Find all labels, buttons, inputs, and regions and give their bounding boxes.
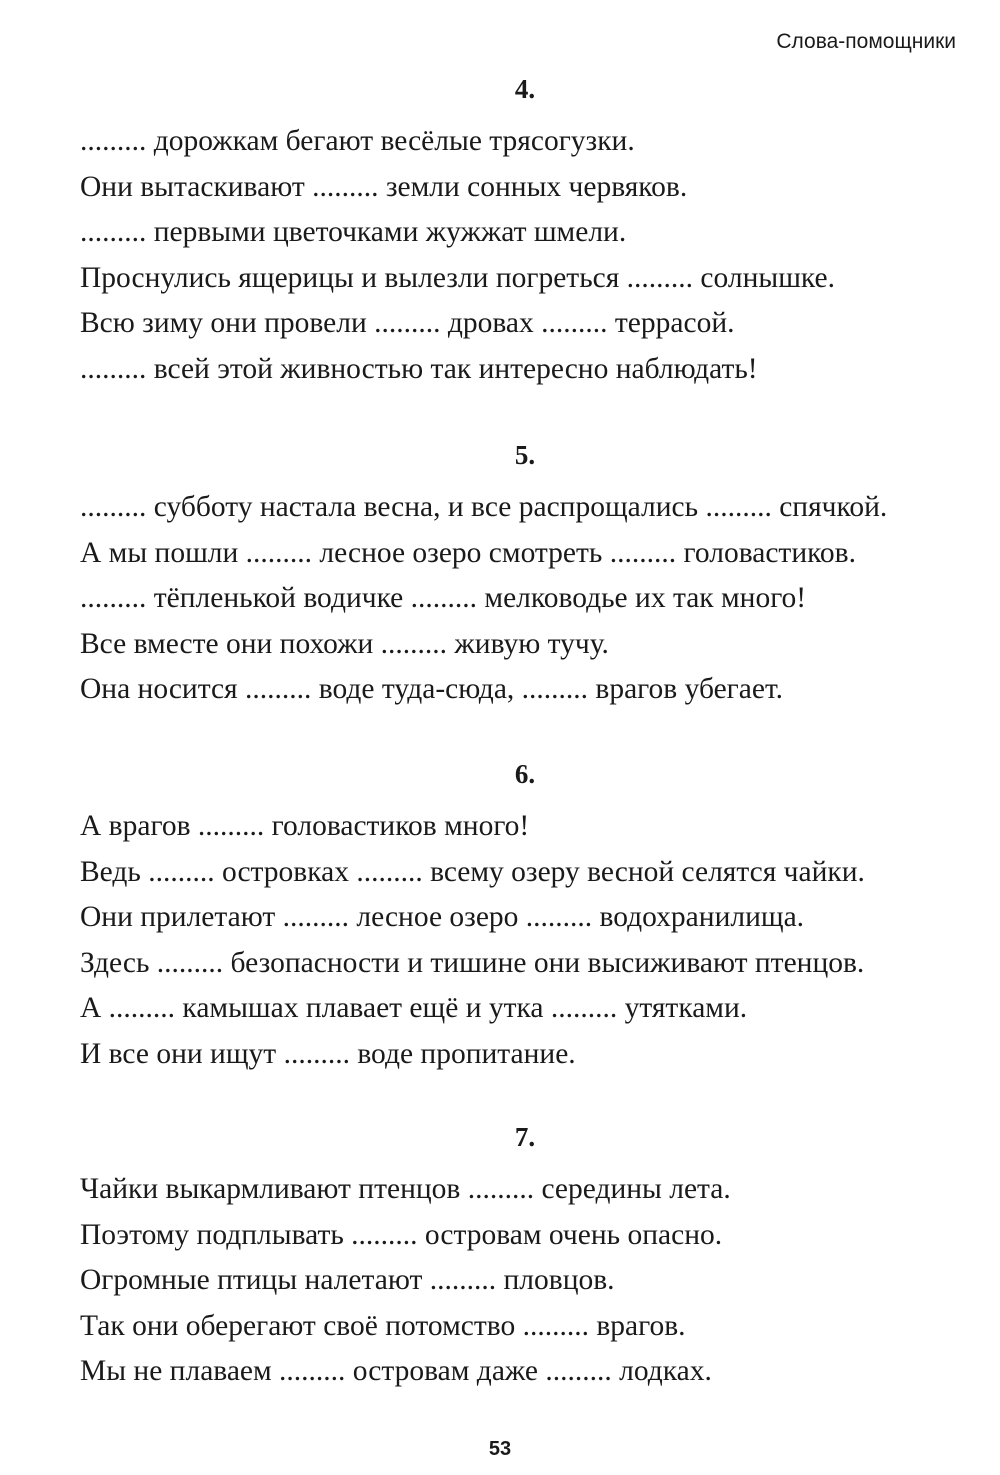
sentence-list (80, 1167, 970, 1395)
exercise-section-4 (80, 74, 970, 392)
sentence-line: Всю зиму они провели ......... дровах ......... террасой. (80, 307, 735, 339)
sentence-list (80, 804, 970, 1077)
section-number: 6. (514, 759, 536, 789)
running-head: Слова-помощники (776, 30, 956, 53)
sentence-line: ......... субботу настала весна, и все распрощались ......... спячкой. (80, 491, 888, 523)
sentence-list (80, 485, 970, 713)
sentence-line: ......... тёпленькой водичке ......... мелководье их так много! (80, 582, 807, 614)
sentence-list (80, 119, 970, 392)
sentence-line: Все вместе они похожи ......... живую тучу. (80, 627, 609, 660)
sentence-line: А ......... камышах плавает ещё и утка ......... утятками. (80, 992, 748, 1024)
sentence-line: Так они оберегают своё потомство ......... врагов. (80, 1309, 686, 1342)
sentence-line: Здесь ......... безопасности и тишине они высиживают птенцов. (80, 946, 865, 979)
sentence-line: А врагов ......... головастиков много! (80, 810, 530, 842)
section-number: 4. (514, 74, 536, 104)
sentence-line: Они прилетают ......... лесное озеро ......... водохранилища. (80, 901, 805, 933)
exercise-section-6 (80, 759, 970, 1077)
sentence-line: И все они ищут ......... воде пропитание. (80, 1037, 576, 1070)
sentence-line: Чайки выкармливают птенцов ......... середины лета. (80, 1173, 731, 1205)
sentence-line: ......... первыми цветочками жужжат шмели. (80, 216, 627, 248)
sentence-line: Огромные птицы налетают ......... пловцов. (80, 1264, 615, 1296)
sentence-line: ......... всей этой живностью так интересно наблюдать! (80, 352, 758, 385)
sentence-line: Проснулись ящерицы и вылезли погреться ......... солнышке. (80, 261, 836, 294)
page-number: 53 (488, 1438, 512, 1460)
sentence-line: Она носится ......... воде туда-сюда, ......... врагов убегает. (80, 673, 784, 705)
sentence-line: Они вытаскивают ......... земли сонных червяков. (80, 170, 688, 203)
sentence-line: ......... дорожкам бегают весёлые трясогузки. (80, 125, 635, 157)
sentence-line: Поэтому подплывать ......... островам очень опасно. (80, 1218, 723, 1251)
sentence-line: Мы не плаваем ......... островам даже ......... лодках. (80, 1355, 712, 1387)
section-number: 5. (514, 440, 536, 470)
sentence-line: А мы пошли ......... лесное озеро смотреть ......... головастиков. (80, 536, 856, 569)
exercise-section-5 (80, 440, 970, 713)
section-number: 7. (514, 1122, 536, 1152)
sentence-line: Ведь ......... островках ......... всему озеру весной селятся чайки. (80, 855, 865, 888)
exercise-section-7 (80, 1122, 970, 1395)
